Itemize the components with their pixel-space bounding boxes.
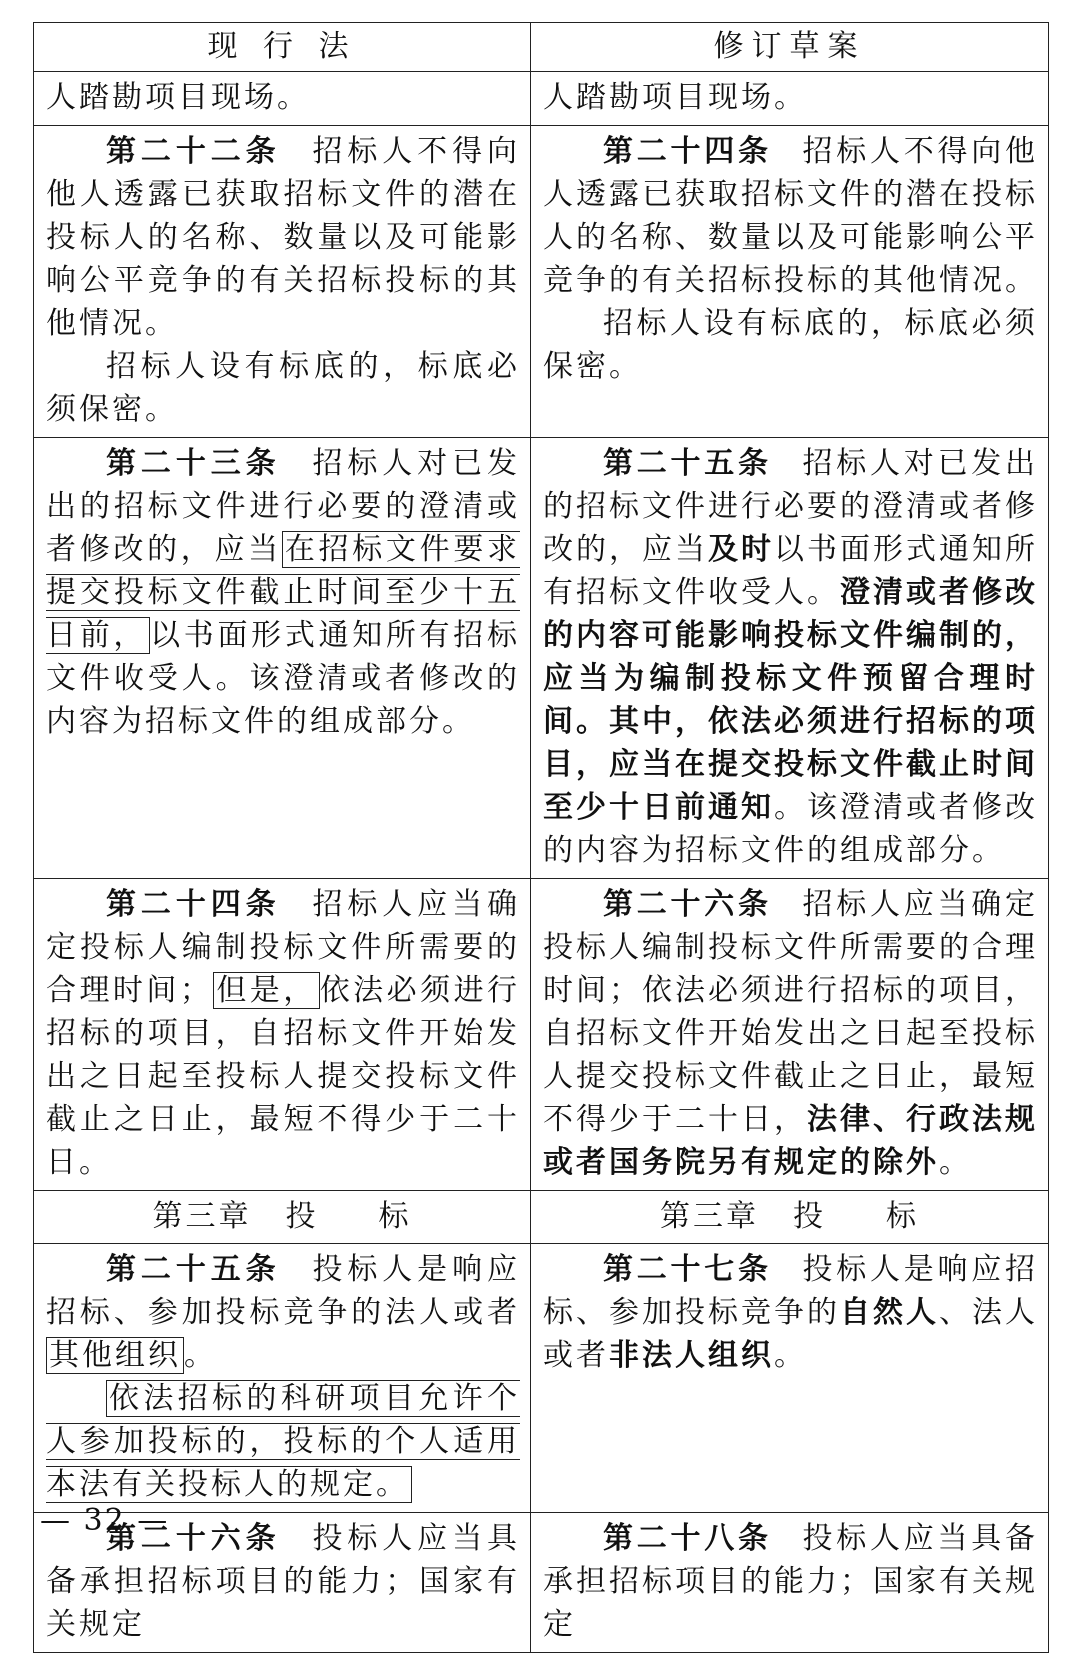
added-text: 及时 bbox=[708, 532, 774, 567]
added-text: 自然人 bbox=[840, 1295, 939, 1330]
added-text: 非法人组织 bbox=[609, 1338, 774, 1373]
header-revision-draft: 修订草案 bbox=[531, 23, 1049, 72]
deleted-text-box: 其他组织 bbox=[46, 1337, 184, 1374]
deleted-text-box: 在招标文件要求提交投标文件截止时间至少十五日前， bbox=[46, 532, 521, 653]
table-row bbox=[34, 879, 1049, 1191]
current-law-cell: 第二十六条 投标人应当具备承担招标项目的能力；国家有关规定 bbox=[34, 1513, 531, 1653]
article-number: 第二十三条 bbox=[106, 446, 281, 481]
table-row bbox=[34, 72, 1049, 126]
current-law-cell: 第二十三条 招标人对已发出的招标文件进行必要的澄清或者修改的，应当 在招标文件要求提交投标文件截止时间至少十五日前， 以书面形式通知所有招标文件收受人。该澄清或者修改的内容为招标文件的组成部分。 bbox=[34, 438, 531, 879]
chapter-heading-right: 第三章 投 标 bbox=[531, 1191, 1049, 1244]
revision-cell: 第二十六条 招标人应当确定投标人编制投标文件所需要的合理时间；依法必须进行招标的项目，自招标文件开始发出之日起至投标人提交投标文件截止之日止，最短不得少于二十日，法律、行政法规或者国务院另有规定的除外。 bbox=[531, 879, 1049, 1191]
article-number: 第二十七条 bbox=[603, 1252, 772, 1287]
article-number: 第二十五条 bbox=[106, 1252, 281, 1287]
article-number: 第二十二条 bbox=[106, 134, 281, 169]
article-number: 第二十四条 bbox=[603, 134, 772, 169]
revision-cell: 第二十五条 招标人对已发出的招标文件进行必要的澄清或者修改的，应当及时以书面形式通知所有招标文件收受人。澄清或者修改的内容可能影响投标文件编制的，应当为编制投标文件预留合理时间。其中，依法必须进行招标的项目，应当在提交投标文件截止时间至少十日前通知。该澄清或者修改的内容为招标文件的组成部分。 bbox=[531, 438, 1049, 879]
chapter-heading-left: 第三章 投 标 bbox=[34, 1191, 531, 1244]
article-number: 第二十六条 bbox=[106, 1521, 281, 1556]
current-law-cell: 第二十二条 招标人不得向他人透露已获取招标文件的潜在投标人的名称、数量以及可能影响公平竞争的有关招标投标的其他情况。 招标人设有标底的，标底必须保密。 bbox=[34, 126, 531, 438]
table-row bbox=[34, 126, 1049, 438]
article-number: 第二十四条 bbox=[106, 887, 281, 922]
added-text: 法律、行政法规或者国务院另有规定的除外 bbox=[543, 1102, 1038, 1180]
revision-cell: 第二十四条 招标人不得向他人透露已获取招标文件的潜在投标人的名称、数量以及可能影响公平竞争的有关招标投标的其他情况。 招标人设有标底的，标底必须保密。 bbox=[531, 126, 1049, 438]
table-row bbox=[34, 1513, 1049, 1653]
chapter-row bbox=[34, 1191, 1049, 1244]
revision-cell: 第二十七条 投标人是响应招标、参加投标竞争的自然人、法人或者非法人组织。 bbox=[531, 1244, 1049, 1513]
current-law-cell: 人踏勘项目现场。 bbox=[34, 72, 531, 126]
table-row bbox=[34, 438, 1049, 879]
table-row bbox=[34, 1244, 1049, 1513]
article-number: 第二十五条 bbox=[603, 446, 772, 481]
deleted-text-box: 依法招标的科研项目允许个人参加投标的，投标的个人适用本法有关投标人的规定。 bbox=[46, 1381, 520, 1502]
article-number: 第二十八条 bbox=[603, 1521, 772, 1556]
current-law-cell: 第二十四条 招标人应当确定投标人编制投标文件所需要的合理时间； 但是， 依法必须进行招标的项目，自招标文件开始发出之日起至投标人提交投标文件截止之日止，最短不得少于二十日。 bbox=[34, 879, 531, 1191]
article-number: 第二十六条 bbox=[603, 887, 772, 922]
revision-cell: 第二十八条 投标人应当具备承担招标项目的能力；国家有关规定 bbox=[531, 1513, 1049, 1653]
page-number: — 32 — bbox=[40, 1503, 170, 1538]
revision-cell: 人踏勘项目现场。 bbox=[531, 72, 1049, 126]
comparison-table bbox=[33, 22, 1049, 1653]
table-header-row bbox=[34, 23, 1049, 72]
added-text: 澄清或者修改的内容可能影响投标文件编制的，应当为编制投标文件预留合理时间。其中，依法必须进行招标的项目，应当在提交投标文件截止时间至少十日前通知 bbox=[543, 575, 1038, 825]
header-current-law: 现 行 法 bbox=[34, 23, 531, 72]
deleted-text-box: 但是， bbox=[213, 972, 320, 1009]
current-law-cell: 第二十五条 投标人是响应招标、参加投标竞争的法人或者其他组织 。 依法招标的科研项目允许个人参加投标的，投标的个人适用本法有关投标人的规定。 bbox=[34, 1244, 531, 1513]
